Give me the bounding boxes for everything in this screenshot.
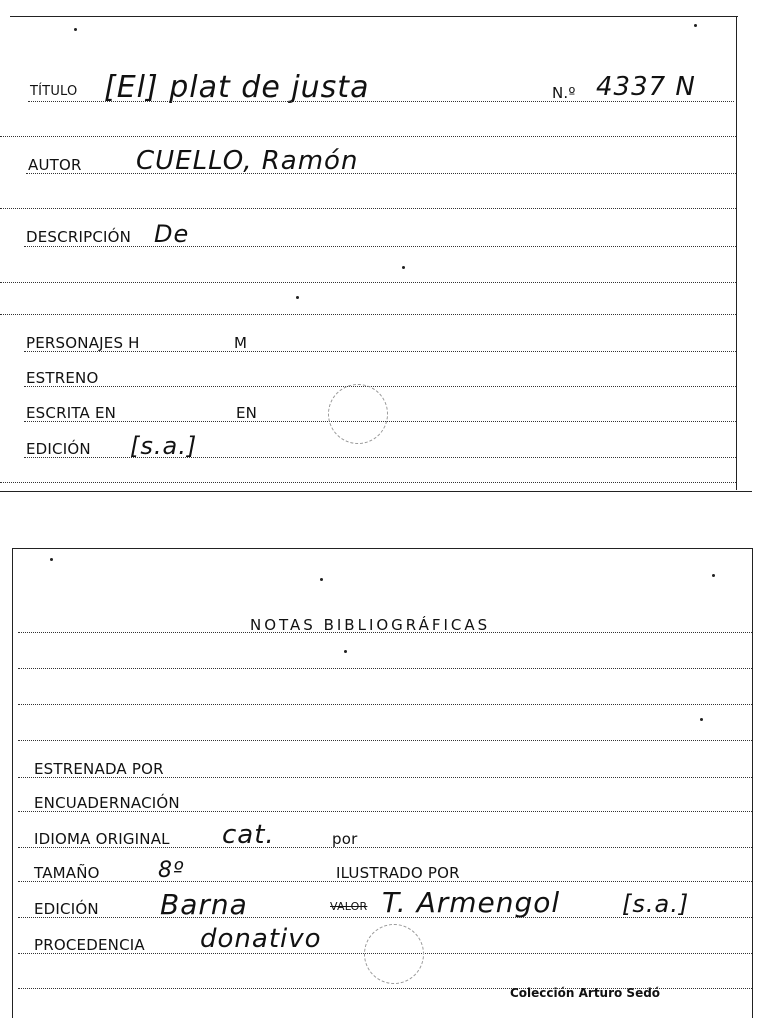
- estrenada-label: ESTRENADA POR: [34, 760, 164, 778]
- autor-line: [26, 173, 736, 174]
- rule-line: [0, 314, 736, 315]
- rule-line: [0, 208, 736, 209]
- card-top-edge: [12, 548, 752, 549]
- edicion-value: [s.a.]: [130, 432, 198, 460]
- ink-speck: [344, 650, 347, 653]
- ink-speck: [50, 558, 53, 561]
- descripcion-value: De: [154, 220, 190, 248]
- rule-line: [0, 482, 736, 483]
- notas-heading: NOTAS BIBLIOGRÁFICAS: [250, 616, 491, 634]
- procedencia-value: donativo: [200, 924, 322, 954]
- titulo-line: [28, 101, 734, 102]
- idioma-value: cat.: [222, 820, 275, 850]
- descripcion-label: DESCRIPCIÓN: [26, 228, 132, 246]
- edicion2-value: Barna: [160, 888, 248, 921]
- ilustrado-label: ILUSTRADO POR: [336, 864, 460, 882]
- edicion-label: EDICIÓN: [26, 440, 91, 458]
- edicion2-label: EDICIÓN: [34, 900, 99, 918]
- personajes-m-label: M: [234, 334, 248, 352]
- card-top-edge: [10, 16, 738, 17]
- tamano-value: 8º: [158, 858, 185, 883]
- notas-line: [18, 632, 752, 633]
- autor-value: CUELLO, Ramón: [136, 146, 359, 176]
- titulo-value: [El] plat de justa: [104, 70, 370, 105]
- ink-speck: [712, 574, 715, 577]
- idioma-label: IDIOMA ORIGINAL: [34, 830, 170, 848]
- escrita-en-label: ESCRITA EN: [26, 404, 117, 422]
- editor-value: T. Armengol: [382, 886, 561, 919]
- personajes-line: [24, 351, 736, 352]
- rule-line: [0, 282, 736, 283]
- ink-speck: [402, 266, 405, 269]
- rule-line: [18, 740, 752, 741]
- ink-speck: [320, 578, 323, 581]
- estreno-line: [24, 386, 736, 387]
- tamano-line: [18, 881, 752, 882]
- rule-line: [18, 668, 752, 669]
- numero-value: 4337 N: [596, 72, 696, 102]
- rule-line: [18, 704, 752, 705]
- numero-label: N.º: [552, 84, 576, 102]
- encuadernacion-label: ENCUADERNACIÓN: [34, 794, 180, 812]
- ink-speck: [74, 28, 77, 31]
- fecha-value: [s.a.]: [622, 890, 690, 918]
- punch-hole-mark: [328, 384, 388, 444]
- en-label: EN: [236, 404, 258, 422]
- card-right-edge: [736, 16, 737, 490]
- idioma-line: [18, 847, 752, 848]
- card-left-edge: [12, 548, 13, 1018]
- valor-label: VALOR: [330, 900, 368, 913]
- edicion2-line: [18, 917, 752, 918]
- estreno-label: ESTRENO: [26, 369, 99, 387]
- autor-label: AUTOR: [28, 156, 82, 174]
- ink-speck: [694, 24, 697, 27]
- card-right-edge: [752, 548, 753, 1018]
- rule-line: [0, 136, 736, 137]
- descripcion-line: [24, 246, 736, 247]
- tamano-label: TAMAÑO: [34, 864, 100, 882]
- estrenada-line: [18, 777, 752, 778]
- ink-speck: [296, 296, 299, 299]
- ink-speck: [700, 718, 703, 721]
- catalog-card-top: [0, 0, 740, 480]
- procedencia-label: PROCEDENCIA: [34, 936, 145, 954]
- encuadernacion-line: [18, 811, 752, 812]
- collection-stamp: Colección Arturo Sedó: [510, 986, 661, 1000]
- catalog-card-bottom: [12, 548, 754, 1018]
- personajes-label: PERSONAJES H: [26, 334, 140, 352]
- punch-hole-mark: [364, 924, 424, 984]
- card-divider: [0, 491, 752, 492]
- por-label: por: [332, 830, 358, 848]
- titulo-label: TÍTULO: [30, 84, 78, 99]
- edicion-line: [24, 457, 736, 458]
